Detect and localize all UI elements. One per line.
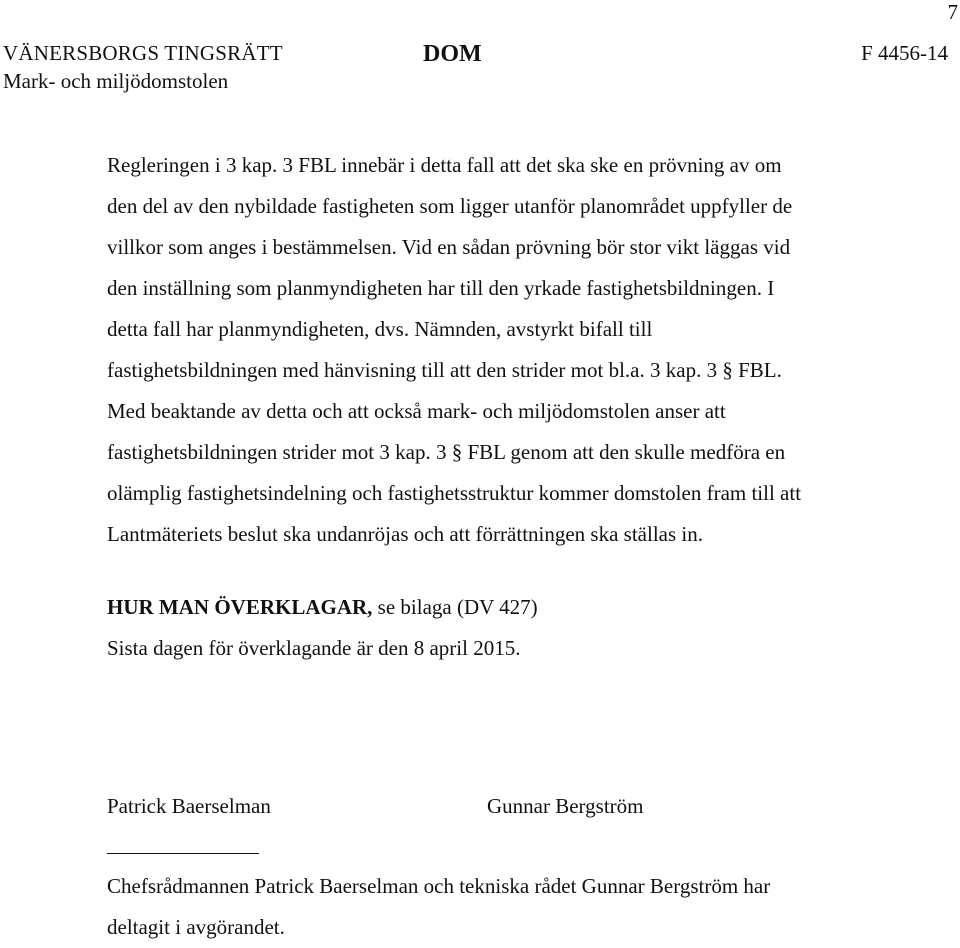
paragraph-line: Med beaktande av detta och att också mark- och miljödomstolen anser att (107, 399, 726, 423)
judgment-paragraph (107, 145, 897, 555)
paragraph-line: olämplig fastighetsindelning och fastighetsstruktur kommer domstolen fram till att (107, 481, 802, 505)
document-type: DOM (423, 41, 482, 67)
note-line: Chefsrådmannen Patrick Baerselman och tekniska rådet Gunnar Bergström har (107, 874, 771, 898)
court-name: VÄNERSBORGS TINGSRÄTT (3, 41, 283, 65)
signature-second: Gunnar Bergström (487, 794, 644, 818)
participation-note (107, 866, 907, 948)
document-header (0, 40, 960, 96)
paragraph-line: fastighetsbildningen med hänvisning till att den strider mot bl.a. 3 kap. 3 § FBL. (107, 358, 782, 382)
appeal-instructions (107, 587, 897, 669)
paragraph-line: fastighetsbildningen strider mot 3 kap. 3 § FBL genom att den skulle medföra en (107, 440, 786, 464)
note-line: deltagit i avgörandet. (107, 915, 285, 939)
paragraph-line: villkor som anges i bestämmelsen. Vid en sådan prövning bör stor vikt läggas vid (107, 235, 791, 259)
paragraph-line: Regleringen i 3 kap. 3 FBL innebär i detta fall att det ska ske en prövning av om (107, 153, 782, 177)
paragraph-line: detta fall har planmyndigheten, dvs. Nämnden, avstyrkt bifall till (107, 317, 653, 341)
case-number: F 4456-14 (861, 41, 948, 65)
court-division: Mark- och miljödomstolen (3, 69, 229, 93)
paragraph-line: Lantmäteriets beslut ska undanröjas och att förrättningen ska ställas in. (107, 522, 703, 546)
signature-divider (107, 853, 259, 854)
signature-block (107, 789, 907, 823)
page-number: 7 (947, 0, 958, 24)
appeal-reference: se bilaga (DV 427) (372, 595, 538, 619)
appeal-deadline: Sista dagen för överklagande är den 8 april 2015. (107, 636, 521, 660)
appeal-heading-line (107, 587, 897, 628)
paragraph-line: den inställning som planmyndigheten har till den yrkade fastighetsbildningen. I (107, 276, 775, 300)
paragraph-line: den del av den nybildade fastigheten som ligger utanför planområdet uppfyller de (107, 194, 793, 218)
appeal-heading: HUR MAN ÖVERKLAGAR, (107, 595, 373, 619)
signature-first: Patrick Baerselman (107, 794, 271, 818)
